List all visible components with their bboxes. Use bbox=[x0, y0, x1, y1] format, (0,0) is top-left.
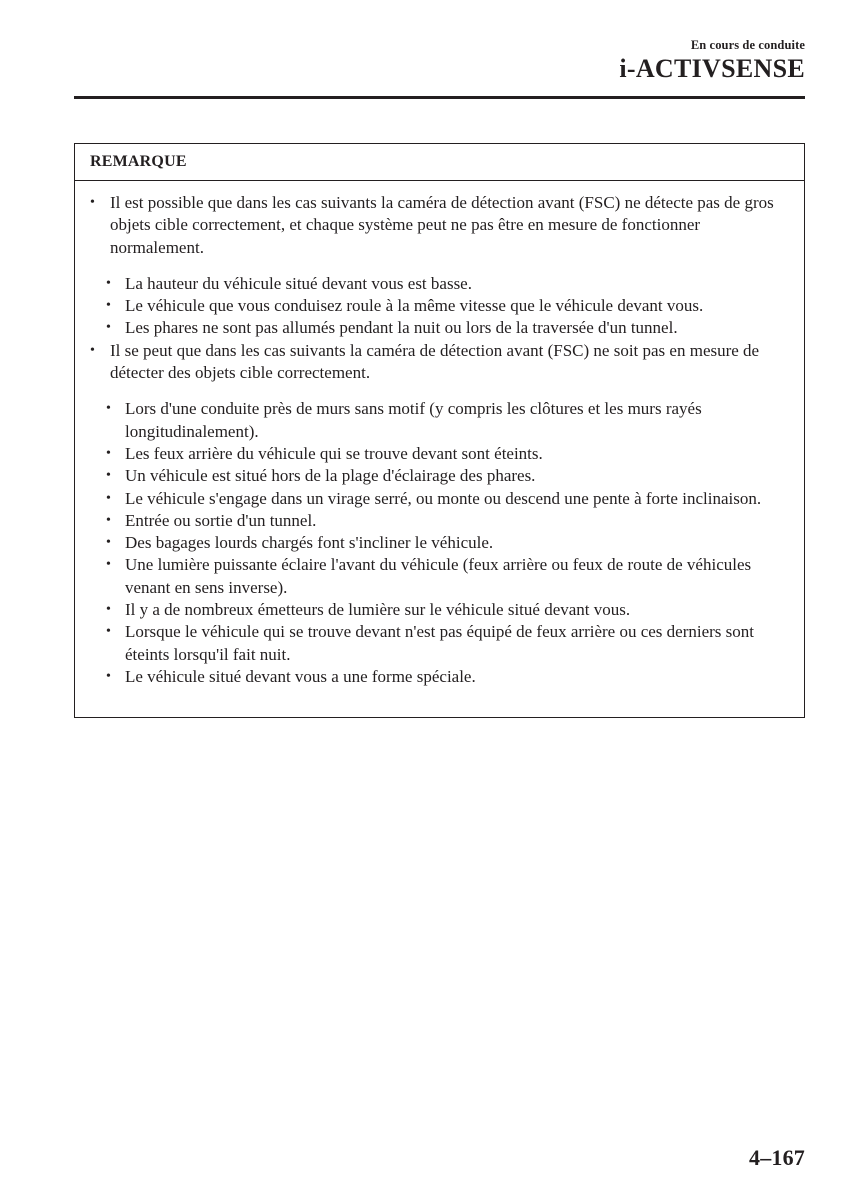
sub-item bbox=[105, 295, 796, 317]
bullet-icon: • bbox=[106, 298, 111, 314]
sub-item-text: Lorsque le véhicule qui se trouve devant n'est pas équipé de feux arrière ou ces derniers sont éteints lorsqu'il fait nuit. bbox=[125, 622, 754, 664]
note-item bbox=[89, 192, 796, 259]
sub-item-text: Lors d'une conduite près de murs sans motif (y compris les clôtures et les murs rayés longitudinalement). bbox=[125, 399, 702, 441]
note-heading: REMARQUE bbox=[75, 144, 804, 181]
bullet-icon: • bbox=[106, 275, 111, 291]
sub-item-text: Un véhicule est situé hors de la plage d'éclairage des phares. bbox=[125, 466, 536, 486]
section-title: i-ACTIVSENSE bbox=[619, 54, 805, 83]
sub-list bbox=[105, 398, 796, 688]
sub-item bbox=[105, 398, 796, 443]
sub-item bbox=[105, 510, 796, 532]
bullet-icon: • bbox=[106, 512, 111, 528]
note-item bbox=[89, 340, 796, 385]
bullet-icon: • bbox=[106, 320, 111, 336]
sub-item bbox=[105, 666, 796, 688]
sub-item bbox=[105, 465, 796, 487]
bullet-icon: • bbox=[106, 668, 111, 684]
sub-item-text: Le véhicule que vous conduisez roule à la même vitesse que le véhicule devant vous. bbox=[125, 296, 704, 316]
bullet-icon: • bbox=[106, 557, 111, 573]
sub-item-text: Une lumière puissante éclaire l'avant du véhicule (feux arrière ou feux de route de véhicules venant en sens inverse). bbox=[125, 555, 752, 597]
page-number: 4–167 bbox=[749, 1145, 805, 1170]
bullet-icon: • bbox=[106, 401, 111, 417]
sub-list bbox=[105, 273, 796, 340]
sub-item-text: Il y a de nombreux émetteurs de lumière sur le véhicule situé devant vous. bbox=[125, 600, 631, 620]
sub-item bbox=[105, 599, 796, 621]
note-item-text: Il est possible que dans les cas suivants la caméra de détection avant (FSC) ne détecte pas de gros objets cible correctement, et chaque système peut ne pas être en mesure de fonctionner normalement. bbox=[110, 193, 774, 257]
sub-item bbox=[105, 317, 796, 339]
sub-item bbox=[105, 532, 796, 554]
sub-item bbox=[105, 273, 796, 295]
sub-item bbox=[105, 621, 796, 666]
sub-item-text: Les feux arrière du véhicule qui se trouve devant sont éteints. bbox=[125, 443, 543, 463]
header-rule bbox=[74, 96, 805, 99]
sub-item bbox=[105, 443, 796, 465]
bullet-icon: • bbox=[90, 342, 95, 358]
bullet-icon: • bbox=[106, 468, 111, 484]
sub-item bbox=[105, 488, 796, 510]
sub-item-text: La hauteur du véhicule situé devant vous est basse. bbox=[125, 273, 472, 293]
note-item-text: Il se peut que dans les cas suivants la caméra de détection avant (FSC) ne soit pas en mesure de détecter des objets cible correctement. bbox=[110, 340, 760, 383]
sub-item bbox=[105, 554, 796, 599]
sub-item-text: Le véhicule situé devant vous a une forme spéciale. bbox=[125, 666, 476, 686]
sub-item-text: Les phares ne sont pas allumés pendant la nuit ou lors de la traversée d'un tunnel. bbox=[125, 318, 678, 338]
bullet-icon: • bbox=[106, 490, 111, 506]
section-label: En cours de conduite bbox=[690, 38, 805, 52]
bullet-icon: • bbox=[106, 535, 111, 551]
sub-item-text: Entrée ou sortie d'un tunnel. bbox=[125, 510, 317, 530]
note-box bbox=[74, 143, 805, 718]
bullet-icon: • bbox=[106, 445, 111, 461]
bullet-icon: • bbox=[106, 624, 111, 640]
bullet-icon: • bbox=[106, 602, 111, 618]
sub-item-text: Des bagages lourds chargés font s'incliner le véhicule. bbox=[125, 533, 494, 553]
bullet-icon: • bbox=[90, 195, 95, 210]
sub-item-text: Le véhicule s'engage dans un virage serré, ou monte ou descend une pente à forte inclinaison. bbox=[125, 488, 762, 508]
note-body bbox=[75, 181, 804, 688]
